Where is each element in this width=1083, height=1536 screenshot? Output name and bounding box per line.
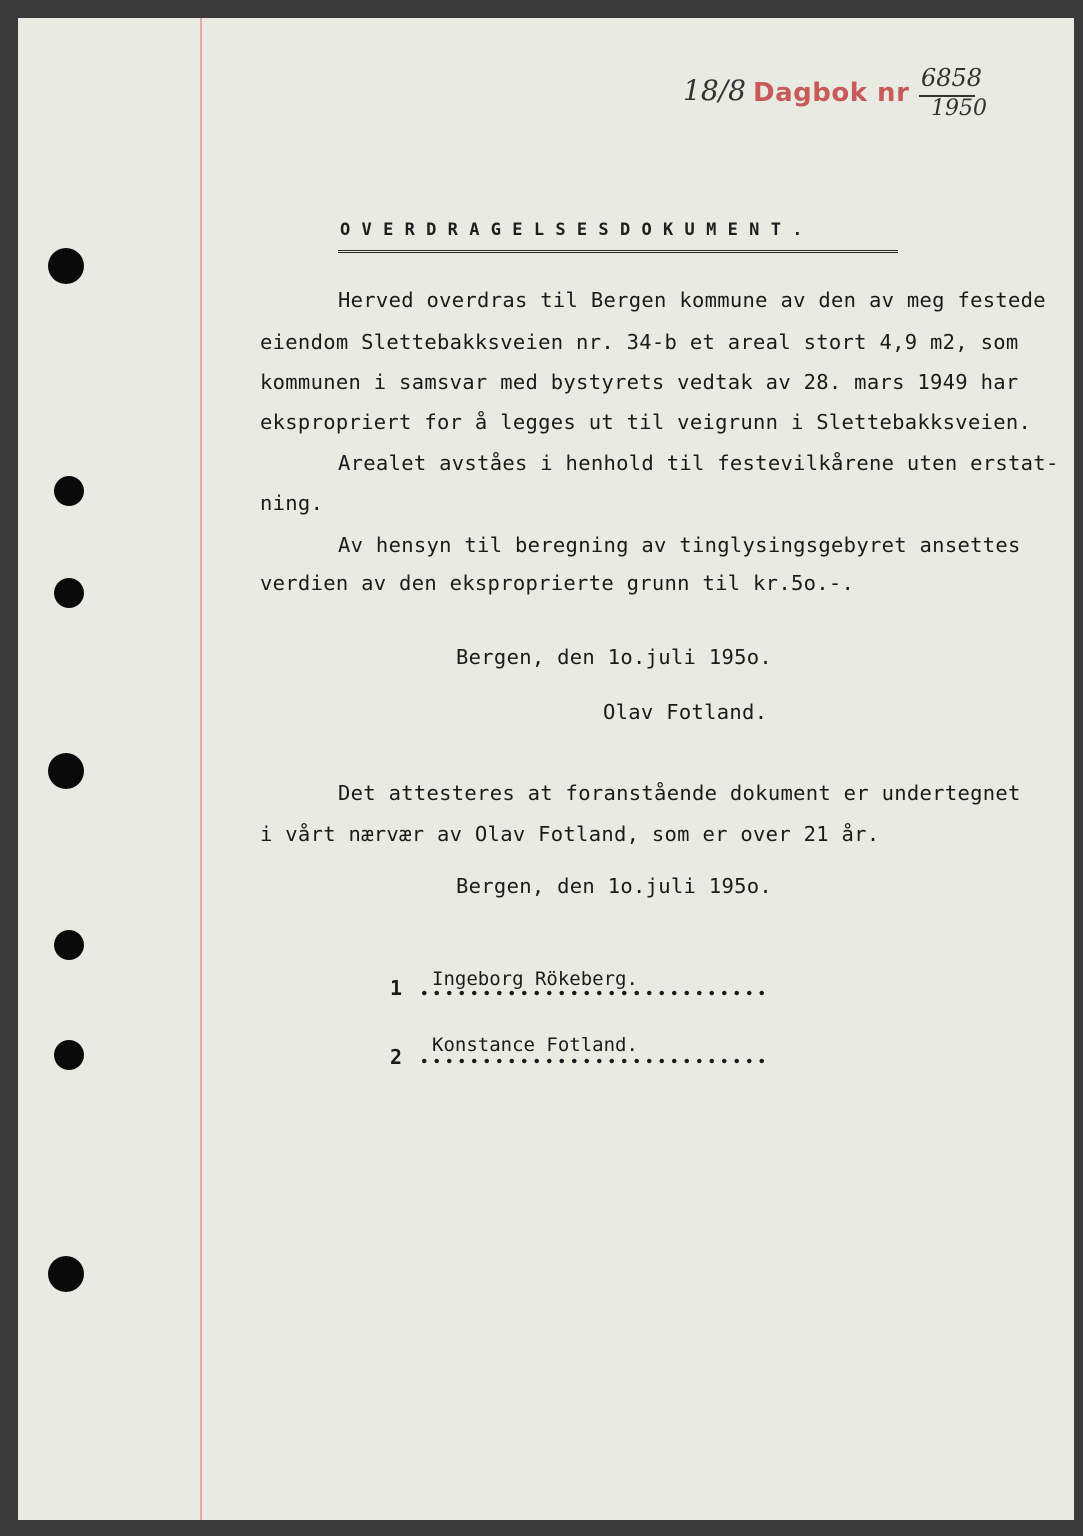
punch-hole bbox=[54, 1040, 84, 1070]
punch-hole bbox=[48, 1256, 84, 1292]
punch-hole bbox=[48, 753, 84, 789]
body-line: eiendom Slettebakksveien nr. 34-b et areal stort 4,9 m2, som bbox=[260, 330, 1019, 354]
place-date: Bergen, den 1o.juli 195o. bbox=[456, 874, 773, 898]
stamp-number: 6858 bbox=[921, 64, 983, 92]
body-line: ekspropriert for å legges ut til veigrunn i Slettebakksveien. bbox=[260, 410, 1032, 434]
body-line: Arealet avståes i henhold til festevilkårene uten erstat- bbox=[338, 451, 1059, 475]
witness-signature: Ingeborg Rökeberg. bbox=[432, 968, 638, 990]
stamp-date: 18/8 bbox=[683, 74, 746, 107]
signature-line bbox=[418, 1058, 770, 1064]
signer-name: Olav Fotland. bbox=[603, 700, 768, 724]
body-line: Herved overdras til Bergen kommune av den av meg festede bbox=[338, 288, 1046, 312]
witness-number: 2 bbox=[390, 1045, 403, 1069]
attest-line: Det attesteres at foranstående dokument er undertegnet bbox=[338, 781, 1021, 805]
witness-signature: Konstance Fotland. bbox=[432, 1034, 638, 1056]
body-line: ning. bbox=[260, 491, 324, 515]
punch-hole bbox=[54, 930, 84, 960]
punch-hole bbox=[54, 476, 84, 506]
punch-hole bbox=[48, 248, 84, 284]
title-underline bbox=[338, 250, 898, 253]
body-line: kommunen i samsvar med bystyrets vedtak av 28. mars 1949 har bbox=[260, 370, 1019, 394]
punch-hole bbox=[54, 578, 84, 608]
stamp-year: 1950 bbox=[931, 96, 987, 121]
attest-line: i vårt nærvær av Olav Fotland, som er over 21 år. bbox=[260, 822, 880, 846]
body-line: verdien av den eksproprierte grunn til kr.5o.-. bbox=[260, 571, 855, 595]
margin-line bbox=[200, 18, 202, 1520]
document-title: OVERDRAGELSESDOKUMENT. bbox=[340, 220, 814, 240]
signature-line bbox=[418, 990, 770, 996]
journal-stamp bbox=[683, 64, 1043, 128]
place-date: Bergen, den 1o.juli 195o. bbox=[456, 645, 773, 669]
document-page bbox=[18, 18, 1074, 1520]
body-line: Av hensyn til beregning av tinglysingsgebyret ansettes bbox=[338, 533, 1021, 557]
witness-number: 1 bbox=[390, 976, 403, 1000]
stamp-label: Dagbok nr bbox=[753, 78, 910, 108]
